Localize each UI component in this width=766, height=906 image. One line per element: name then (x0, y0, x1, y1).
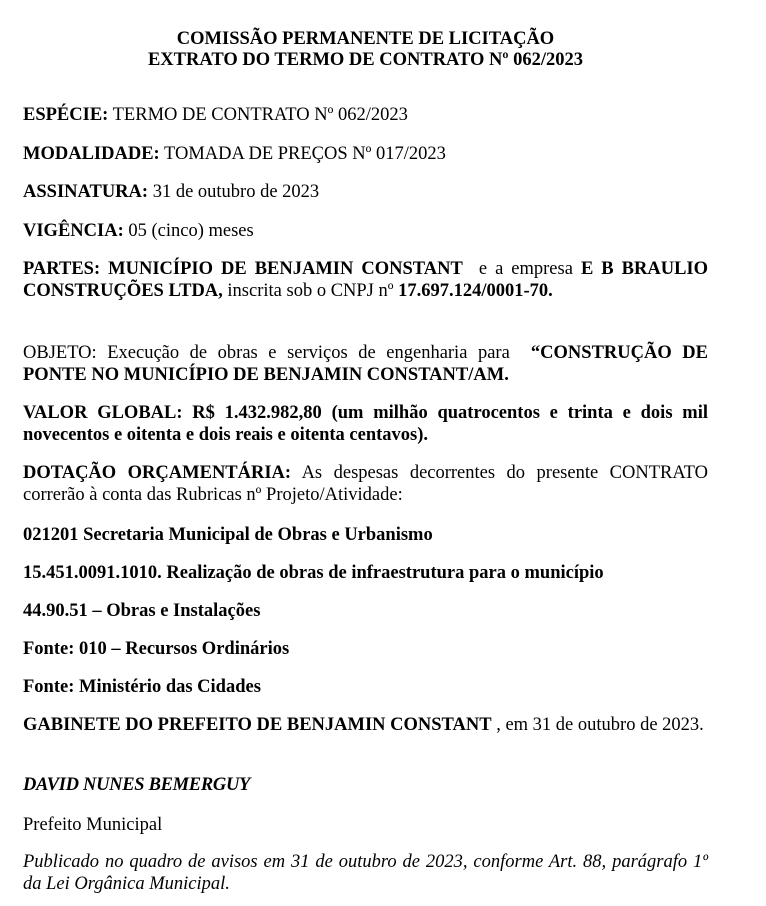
signature-name: DAVID NUNES BEMERGUY (23, 775, 251, 795)
signature-role: Prefeito Municipal (23, 815, 163, 835)
assinatura-label: ASSINATURA: (23, 182, 149, 202)
partes-cnpj-text: inscrita sob o CNPJ nº (227, 281, 394, 301)
partes-connector: e a empresa (478, 259, 573, 279)
gabinete-label: GABINETE DO PREFEITO DE BENJAMIN CONSTANT (23, 715, 492, 735)
modalidade-label: MODALIDADE: (23, 144, 160, 164)
especie-line (23, 104, 708, 126)
valor-paragraph: VALOR GLOBAL: R$ 1.432.982,80 (um milhão quatrocentos e trinta e dois mil novecentos e oitenta e dois reais e oitenta centavos). (23, 403, 708, 445)
modalidade-value: TOMADA DE PREÇOS Nº 017/2023 (164, 144, 446, 164)
especie-value: TERMO DE CONTRATO Nº 062/2023 (112, 105, 408, 125)
assinatura-line (23, 181, 708, 203)
gabinete-value: , em 31 de outubro de 2023. (496, 715, 704, 735)
publication-note: Publicado no quadro de avisos em 31 de outubro de 2023, conforme Art. 88, parágrafo 1º da Lei Orgânica Municipal. (23, 852, 708, 894)
dotacao-paragraph (23, 462, 708, 506)
dotacao-value: As despesas decorrentes do presente CONTRATO correrão à conta das Rubricas nº Projeto/Atividade: (23, 463, 708, 505)
assinatura-value: 31 de outubro de 2023 (152, 182, 320, 202)
objeto-label: OBJETO: Execução de obras e serviços de engenharia para (23, 343, 510, 363)
partes-cnpj: 17.697.124/0001-70. (398, 281, 553, 301)
rubrica-line-5: Fonte: Ministério das Cidades (23, 677, 261, 697)
vigencia-label: VIGÊNCIA: (23, 221, 124, 241)
objeto-value: “CONSTRUÇÃO DE PONTE NO MUNICÍPIO DE BENJAMIN CONSTANT/AM. (23, 343, 708, 385)
vigencia-value: 05 (cinco) meses (128, 221, 254, 241)
vigencia-line (23, 220, 708, 242)
rubrica-line-4: Fonte: 010 – Recursos Ordinários (23, 639, 290, 659)
objeto-paragraph (23, 342, 708, 386)
partes-company: E B BRAULIO CONSTRUÇÕES LTDA, (23, 259, 709, 301)
partes-paragraph (23, 258, 708, 302)
rubrica-line-3: 44.90.51 – Obras e Instalações (23, 601, 261, 621)
gabinete-paragraph (23, 714, 708, 736)
header-line-1: COMISSÃO PERMANENTE DE LICITAÇÃO (176, 29, 555, 49)
especie-label: ESPÉCIE: (23, 105, 109, 125)
rubrica-line-1: 021201 Secretaria Municipal de Obras e Urbanismo (23, 525, 433, 545)
partes-label: PARTES: MUNICÍPIO DE BENJAMIN CONSTANT (23, 259, 463, 279)
rubrica-line-2: 15.451.0091.1010. Realização de obras de infraestrutura para o município (23, 563, 604, 583)
modalidade-line (23, 143, 708, 165)
header-line-2: EXTRATO DO TERMO DE CONTRATO Nº 062/2023 (147, 50, 584, 70)
dotacao-label: DOTAÇÃO ORÇAMENTÁRIA: (23, 463, 292, 483)
